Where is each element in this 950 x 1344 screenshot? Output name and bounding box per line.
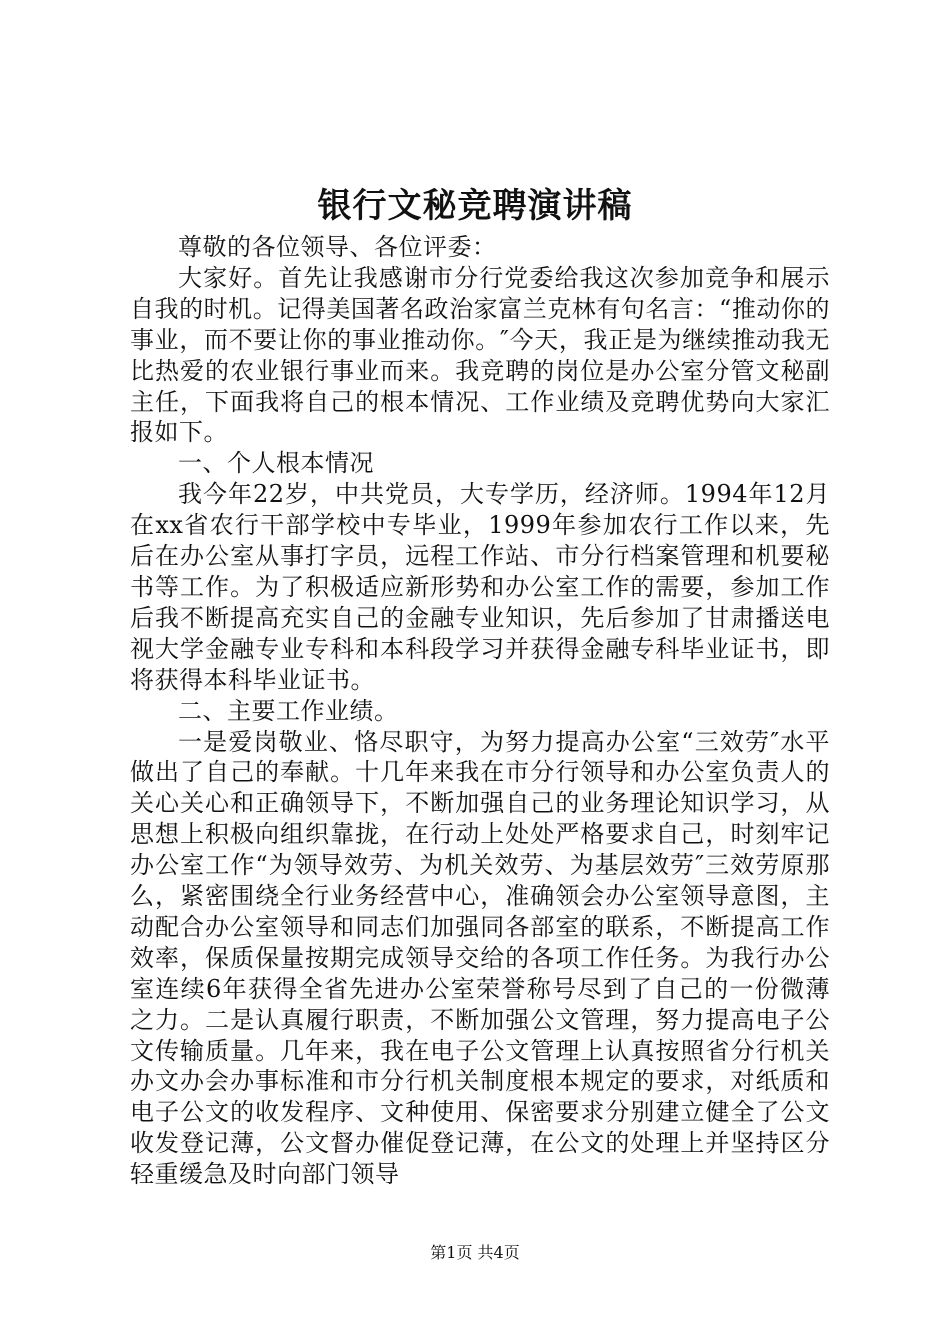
personal-info-paragraph: 我今年22岁，中共党员，大专学历，经济师。1994年12月在xx省农行干部学校中专毕业，1999年参加农行工作以来，先后在办公室从事打字员，远程工作站、市分行档案管理和机要秘书等工作。为了积极适应新形势和办公室工作的需要，参加工作后我不断提高充实自己的金融专业知识，先后参加了甘肃播送电视大学金融专业专科和本科段学习并获得金融专科毕业证书，即将获得本科毕业证书。 xyxy=(130,480,830,694)
document-title: 银行文秘竞聘演讲稿 xyxy=(317,186,633,226)
section-heading-personal: 一、个人根本情况 xyxy=(178,449,374,478)
page-total: 共4页 xyxy=(477,1243,520,1262)
opening-paragraph: 大家好。首先让我感谢市分行党委给我这次参加竞争和展示自我的时机。记得美国著名政治家富兰克林有句名言：“推动你的事业，而不要让你的事业推动你。″今天，我正是为继续推动我无比热爱的农业银行事业而来。我竞聘的岗位是办公室分管文秘副主任，下面我将自己的根本情况、工作业绩及竞聘优势向大家汇报如下。 xyxy=(130,263,830,447)
document-body xyxy=(130,232,830,1190)
page-footer xyxy=(0,1242,950,1264)
achievements-paragraph: 一是爱岗敬业、恪尽职守，为努力提高办公室“三效劳″水平做出了自己的奉献。十几年来我在市分行领导和办公室负责人的关心关心和正确领导下，不断加强自己的业务理论知识学习，从思想上积极向组织靠拢，在行动上处处严格要求自己，时刻牢记办公室工作“为领导效劳、为机关效劳、为基层效劳″三效劳原那么，紧密围绕全行业务经营中心，准确领会办公室领导意图，主动配合办公室领导和同志们加强同各部室的联系，不断提高工作效率，保质保量按期完成领导交给的各项工作任务。为我行办公室连续6年获得全省先进办公室荣誉称号尽到了自己的一份微薄之力。二是认真履行职责，不断加强公文管理，努力提高电子公文传输质量。几年来，我在电子公文管理上认真按照省分行机关办文办会办事标准和市分行机关制度根本规定的要求，对纸质和电子公文的收发程序、文种使用、保密要求分别建立健全了公文收发登记薄，公文督办催促登记薄，在公文的处理上并坚持区分轻重缓急及时向部门领导 xyxy=(130,727,830,1189)
salutation-paragraph: 尊敬的各位领导、各位评委： xyxy=(178,233,497,261)
section-heading-achievements: 二、主要工作业绩。 xyxy=(178,696,399,725)
page-number: 第1页 xyxy=(430,1243,473,1262)
